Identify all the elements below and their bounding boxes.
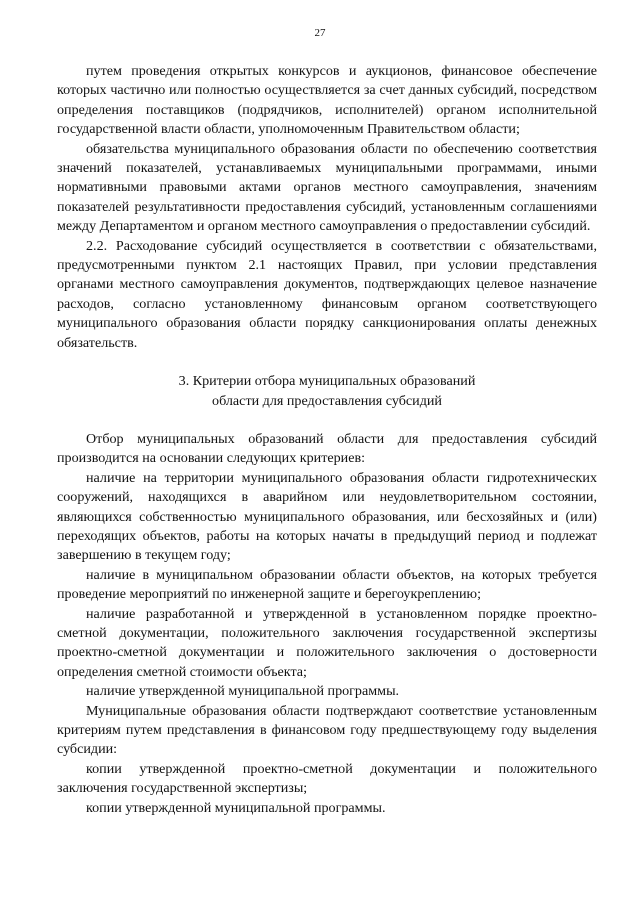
paragraph: Отбор муниципальных образований области для предоставления субсидий производится на основании следующих критериев: bbox=[57, 430, 597, 467]
section-heading-line: области для предоставления субсидий bbox=[212, 392, 442, 409]
paragraph: наличие разработанной и утвержденной в установленном порядке проектно-сметной документации, положительного заключения государственной экспертизы проектно-сметной документации и положительного заключения о достоверности определения сметной стоимости объекта; bbox=[57, 605, 597, 680]
paragraph: копии утвержденной муниципальной программы. bbox=[86, 799, 386, 816]
section-heading bbox=[57, 372, 597, 411]
page-number: 27 bbox=[314, 27, 326, 39]
paragraph: Муниципальные образования области подтверждают соответствие установленным критериям путем представления в финансовом году предшествующему году выделения субсидии: bbox=[57, 702, 597, 758]
document-body bbox=[57, 62, 597, 818]
paragraph: обязательства муниципального образования области по обеспечению соответствия значений показателей, устанавливаемых муниципальными программами, иными нормативными правовыми актами органов местного самоуправления, значениям показателей результативности предоставления субсидий, установленным соглашениями между Департаментом и органом местного самоуправления о предоставлении субсидий. bbox=[57, 140, 597, 235]
paragraph: наличие утвержденной муниципальной программы. bbox=[86, 683, 400, 700]
section-heading-line: 3. Критерии отбора муниципальных образований bbox=[178, 373, 476, 390]
paragraph: путем проведения открытых конкурсов и аукционов, финансовое обеспечение которых частично или полностью осуществляется за счет данных субсидий, посредством определения поставщиков (подрядчиков, исполнителей) органом исполнительной государственной власти области, уполномоченным Правительством области; bbox=[57, 63, 597, 138]
paragraph: наличие на территории муниципального образования области гидротехнических сооружений, находящихся в аварийном или неудовлетворительном состоянии, являющихся собственностью муниципального образования, или бесхозяйных и (или) переходящих объектов, работы на которых начаты в предыдущий период и подлежат завершению в текущем году; bbox=[57, 469, 597, 564]
paragraph: копии утвержденной проектно-сметной документации и положительного заключения государственной экспертизы; bbox=[57, 760, 597, 797]
paragraph: 2.2. Расходование субсидий осуществляется в соответствии с обязательствами, предусмотренными пунктом 2.1 настоящих Правил, при условии представления органами местного самоуправления документов, подтверждающих целевое назначение расходов, согласно установленному финансовым органом соответствующего муниципального образования области порядку санкционирования оплаты денежных обязательств. bbox=[57, 237, 597, 351]
paragraph: наличие в муниципальном образовании области объектов, на которых требуется проведение мероприятий по инженерной защите и берегоукреплению; bbox=[57, 566, 597, 603]
